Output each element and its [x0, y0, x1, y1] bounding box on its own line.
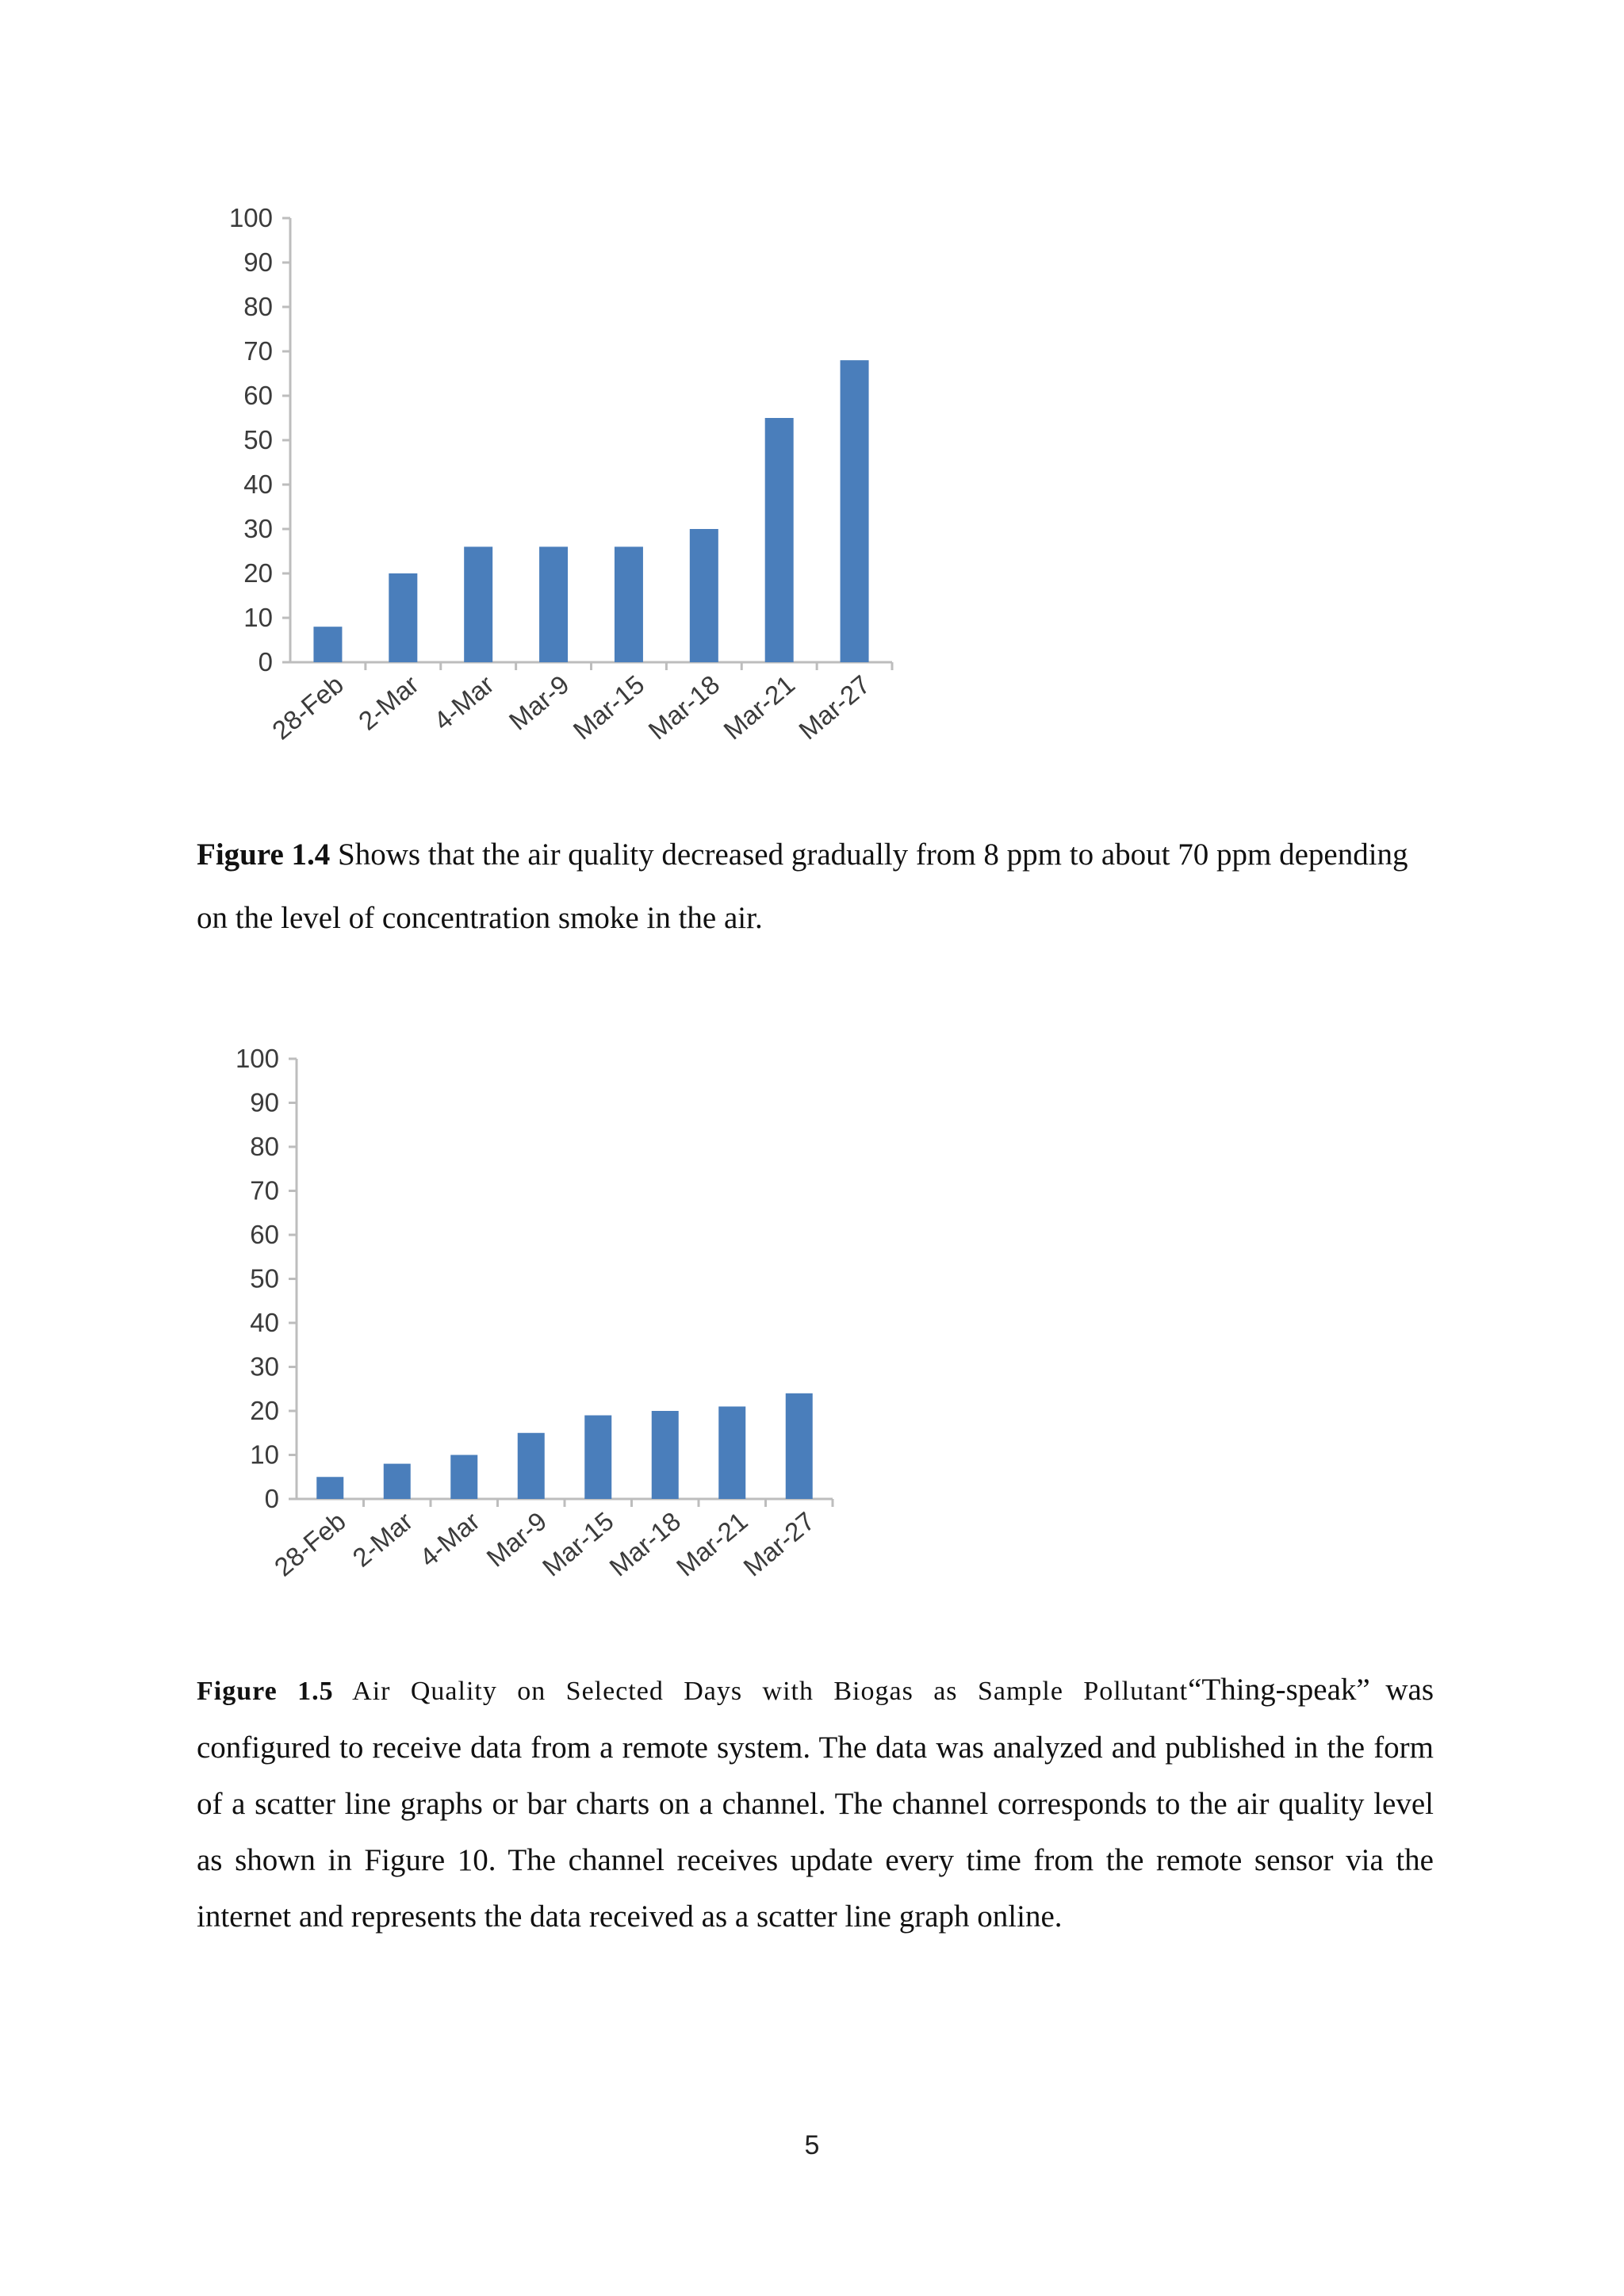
bar: [518, 1433, 545, 1499]
y-tick-label: 100: [228, 203, 273, 232]
y-tick-label: 0: [258, 647, 273, 677]
bar: [389, 573, 417, 662]
bar: [615, 546, 643, 662]
bar: [718, 1406, 745, 1499]
figure-1-5-label: Figure 1.5: [197, 1677, 334, 1706]
bar: [313, 627, 342, 662]
x-category-label: 28-Feb: [268, 1506, 351, 1582]
bar: [690, 529, 718, 662]
bar-chart-figure-1-5: [0, 1023, 912, 1634]
x-category-label: 4-Mar: [427, 669, 500, 736]
figure-1-4-caption: [197, 823, 1434, 950]
bar: [652, 1411, 679, 1499]
figure-1-4-text: Shows that the air quality decreased gradually from 8 ppm to about 70 ppm depending on the level of concentration smoke in the air.: [197, 838, 1408, 935]
x-category-label: 2-Mar: [353, 669, 424, 736]
y-tick-label: 0: [264, 1484, 279, 1513]
bar: [584, 1416, 611, 1499]
y-tick-label: 10: [243, 603, 273, 632]
y-tick-label: 10: [250, 1439, 279, 1470]
y-tick-label: 50: [243, 425, 273, 454]
x-category-label: Mar-27: [737, 1506, 821, 1582]
bar: [786, 1393, 813, 1499]
page-number: 5: [804, 2130, 820, 2160]
y-tick-label: 70: [250, 1175, 279, 1205]
x-category-label: 2-Mar: [347, 1506, 419, 1573]
y-tick-label: 80: [250, 1132, 279, 1161]
bar: [539, 546, 568, 662]
y-tick-label: 30: [243, 514, 273, 543]
y-tick-label: 100: [235, 1044, 279, 1073]
x-category-label: Mar-15: [536, 1506, 619, 1582]
figure-1-5-caption: [197, 1662, 1434, 1945]
bar: [464, 546, 492, 662]
x-category-label: Mar-15: [567, 669, 650, 746]
y-tick-label: 40: [243, 470, 273, 499]
y-tick-label: 80: [243, 292, 273, 321]
figure-1-5-body-text: “Thing-speak” was configured to receive data from a remote system. The data was analyzed and published in the form of a scatter line graphs or bar charts on a channel. The channel corresponds to the air quality level as shown in Figure 10. The channel receives update every time from the remote sensor via the internet and represents the data received as a scatter line graph online.: [197, 1673, 1434, 1934]
bar: [450, 1455, 477, 1500]
y-tick-label: 20: [243, 558, 273, 588]
y-tick-label: 60: [243, 381, 273, 410]
y-tick-label: 50: [250, 1263, 279, 1294]
x-category-label: 28-Feb: [266, 669, 349, 746]
y-tick-label: 30: [250, 1351, 279, 1382]
y-tick-label: 90: [250, 1087, 279, 1117]
y-tick-label: 20: [250, 1396, 279, 1425]
y-tick-label: 40: [250, 1308, 279, 1337]
x-category-label: Mar-21: [718, 669, 801, 746]
figure-1-4-label: Figure 1.4: [197, 838, 331, 872]
x-category-label: Mar-9: [503, 669, 575, 736]
x-category-label: Mar-18: [642, 669, 726, 746]
bar: [841, 360, 869, 662]
bar: [765, 418, 794, 662]
bar-chart-figure-1-4: [0, 182, 912, 809]
y-tick-label: 60: [250, 1220, 279, 1249]
bar: [316, 1477, 343, 1499]
x-category-label: Mar-18: [603, 1506, 687, 1582]
bar: [384, 1464, 411, 1499]
x-category-label: Mar-9: [481, 1506, 553, 1573]
x-category-label: Mar-27: [793, 669, 876, 746]
x-category-label: 4-Mar: [413, 1506, 485, 1573]
figure-1-5-lead-text: Air Quality on Selected Days with Biogas as Sample Pollutant: [333, 1677, 1189, 1706]
y-tick-label: 70: [243, 336, 273, 366]
x-category-label: Mar-21: [670, 1506, 753, 1582]
y-tick-label: 90: [243, 247, 273, 277]
